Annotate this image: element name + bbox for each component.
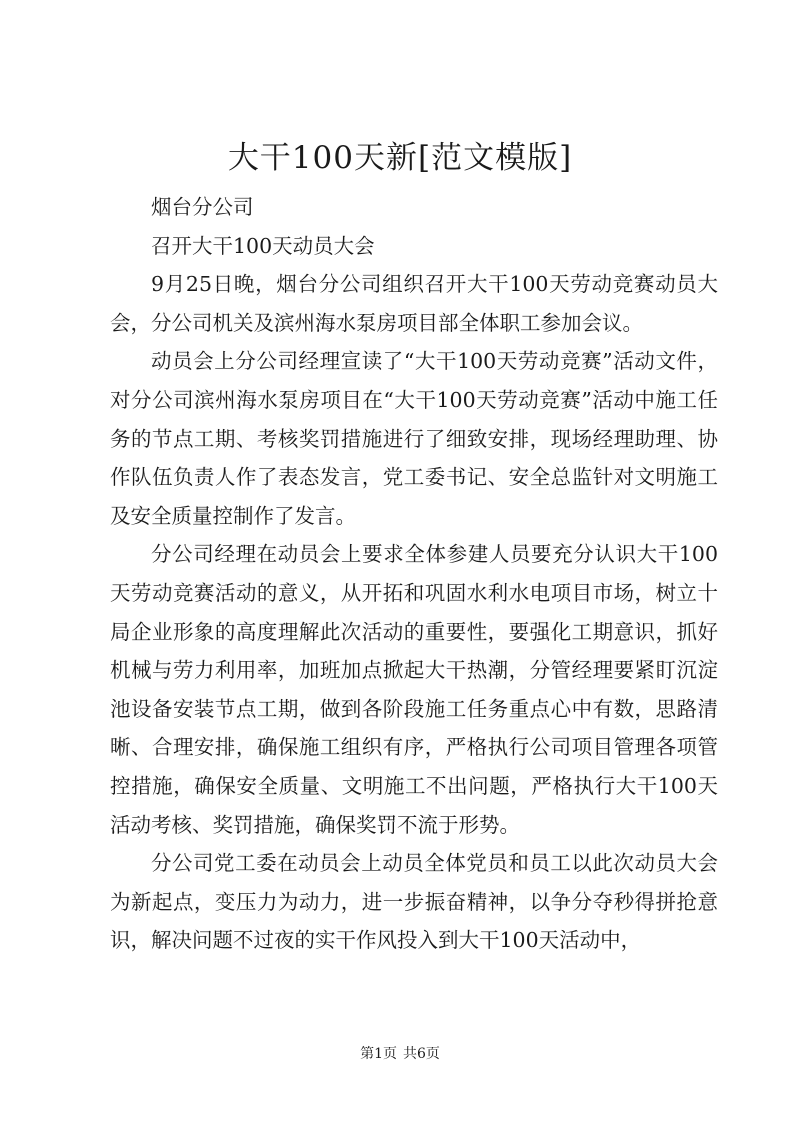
paragraph-subtitle: 召开大干100天动员大会 — [151, 233, 375, 258]
paragraph-company: 烟台分公司 — [151, 195, 254, 219]
paragraph-manager-requirements: 分公司经理在动员会上要求全体参建人员要充分认识大干100天劳动竞赛活动的意义，从开拓和巩固水利水电项目市场，树立十局企业形象的高度理解此次活动的重要性，要强化工期意识，抓好机械与劳力利用率，加班加点掀起大干热潮，分管经理要紧盯沉淀池设备安装节点工期，做到各阶段施工任务重点心中有数，思路清晰、合理安排，确保施工组织有序，严格执行公司项目管理各项管控措施，确保安全质量、文明施工不出问题，严格执行大干100天活动考核、奖罚措施，确保奖罚不流于形势。 — [110, 542, 718, 837]
page-number: 第1页 — [360, 1046, 397, 1062]
paragraph-party-committee: 分公司党工委在动员会上动员全体党员和员工以此次动员大会为新起点，变压力为动力，进一步振奋精神，以争分夺秒得拼抢意识，解决问题不过夜的实干作风投入到大干100天活动中， — [110, 851, 718, 953]
document-title: 大干100天新[范文模版] — [227, 140, 573, 176]
document-body — [110, 188, 718, 960]
paragraph-meeting-intro: 9月25日晚，烟台分公司组织召开大干100天劳动竞赛动员大会，分公司机关及滨州海水泵房项目部全体职工参加会议。 — [110, 272, 718, 335]
page-footer — [0, 1044, 800, 1064]
page-total: 共6页 — [403, 1046, 440, 1062]
paragraph-meeting-content: 动员会上分公司经理宣读了“大干100天劳动竞赛”活动文件，对分公司滨州海水泵房项目在“大干100天劳动竞赛”活动中施工任务的节点工期、考核奖罚措施进行了细致安排，现场经理助理、协作队伍负责人作了表态发言，党工委书记、安全总监针对文明施工及安全质量控制作了发言。 — [110, 349, 718, 528]
